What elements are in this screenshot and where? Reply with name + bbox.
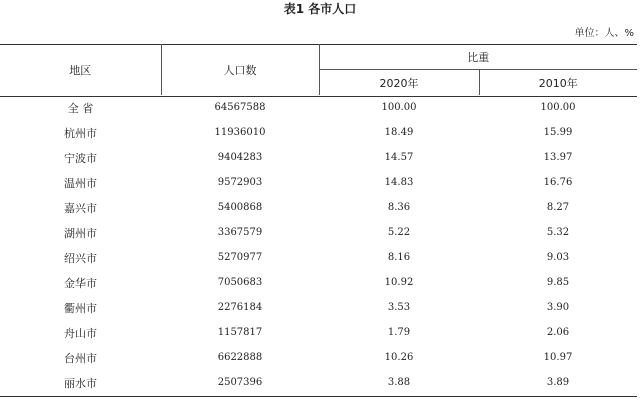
cell-ratio-2020: 8.36: [387, 202, 411, 213]
cell-ratio-2020: 10.92: [384, 277, 414, 288]
cell-population: 2276184: [217, 302, 263, 313]
cell-population: 64567588: [214, 102, 266, 113]
header-population: 人口数: [161, 44, 319, 95]
cell-ratio-2020: 8.16: [387, 252, 411, 263]
cell-ratio-2020: 10.26: [384, 352, 414, 363]
cell-ratio-2010: 8.27: [546, 202, 570, 213]
cell-ratio-2010: 3.90: [546, 302, 570, 313]
cell-ratio-2010: 5.32: [546, 227, 570, 238]
unit-label: 单位：人、%: [574, 28, 634, 39]
cell-region: 全 省: [67, 101, 94, 115]
cell-population: 2507396: [217, 377, 263, 388]
cell-population: 5400868: [217, 202, 263, 213]
cell-population: 9572903: [217, 177, 263, 188]
table-row: [0, 370, 637, 395]
cell-population: 9404283: [217, 152, 263, 163]
cell-population: 6622888: [217, 352, 263, 363]
header-ratio: 比重: [319, 44, 637, 70]
table-row: [0, 145, 637, 170]
table-row: [0, 120, 637, 145]
cell-population: 7050683: [217, 277, 263, 288]
cell-ratio-2020: 14.57: [384, 152, 414, 163]
table-row: [0, 170, 637, 195]
cell-ratio-2010: 2.06: [546, 327, 570, 338]
table-row: [0, 195, 637, 220]
cell-region: 金华市: [64, 276, 97, 290]
header-year-2020: 2020年: [319, 70, 479, 96]
cell-region: 衢州市: [64, 301, 97, 315]
cell-region: 舟山市: [64, 326, 97, 340]
cell-region: 台州市: [64, 351, 97, 365]
cell-region: 绍兴市: [64, 251, 97, 265]
population-table: [0, 44, 637, 395]
cell-ratio-2020: 14.83: [384, 177, 414, 188]
cell-region: 嘉兴市: [64, 201, 97, 215]
cell-population: 1157817: [217, 327, 263, 338]
bottom-rule: [0, 396, 637, 397]
table-row: [0, 220, 637, 245]
table-body: [0, 95, 637, 395]
cell-ratio-2010: 9.03: [546, 252, 570, 263]
table-row: [0, 345, 637, 370]
cell-ratio-2010: 13.97: [543, 152, 573, 163]
cell-ratio-2020: 3.53: [387, 302, 411, 313]
cell-ratio-2020: 5.22: [387, 227, 411, 238]
cell-region: 杭州市: [64, 126, 97, 140]
cell-population: 5270977: [217, 252, 263, 263]
cell-region: 丽水市: [64, 376, 97, 390]
cell-region: 湖州市: [64, 226, 97, 240]
cell-ratio-2020: 1.79: [387, 327, 411, 338]
cell-ratio-2010: 9.85: [546, 277, 570, 288]
cell-ratio-2010: 15.99: [543, 127, 573, 138]
table-row: [0, 270, 637, 295]
cell-ratio-2010: 100.00: [540, 102, 576, 113]
cell-ratio-2020: 3.88: [387, 377, 411, 388]
table-row: [0, 95, 637, 120]
table-row: [0, 320, 637, 345]
cell-region: 宁波市: [64, 151, 97, 165]
cell-population: 3367579: [217, 227, 263, 238]
cell-ratio-2020: 100.00: [381, 102, 417, 113]
cell-ratio-2010: 16.76: [543, 177, 573, 188]
cell-ratio-2020: 18.49: [384, 127, 414, 138]
table-title: 表1 各市人口: [283, 2, 357, 16]
table-row: [0, 245, 637, 270]
cell-ratio-2010: 10.97: [543, 352, 573, 363]
header-year-2010: 2010年: [538, 76, 578, 90]
cell-region: 温州市: [64, 176, 97, 190]
table-row: [0, 295, 637, 320]
table-header: [0, 44, 637, 95]
cell-population: 11936010: [214, 127, 266, 138]
header-region: 地区: [0, 44, 161, 95]
cell-ratio-2010: 3.89: [546, 377, 570, 388]
